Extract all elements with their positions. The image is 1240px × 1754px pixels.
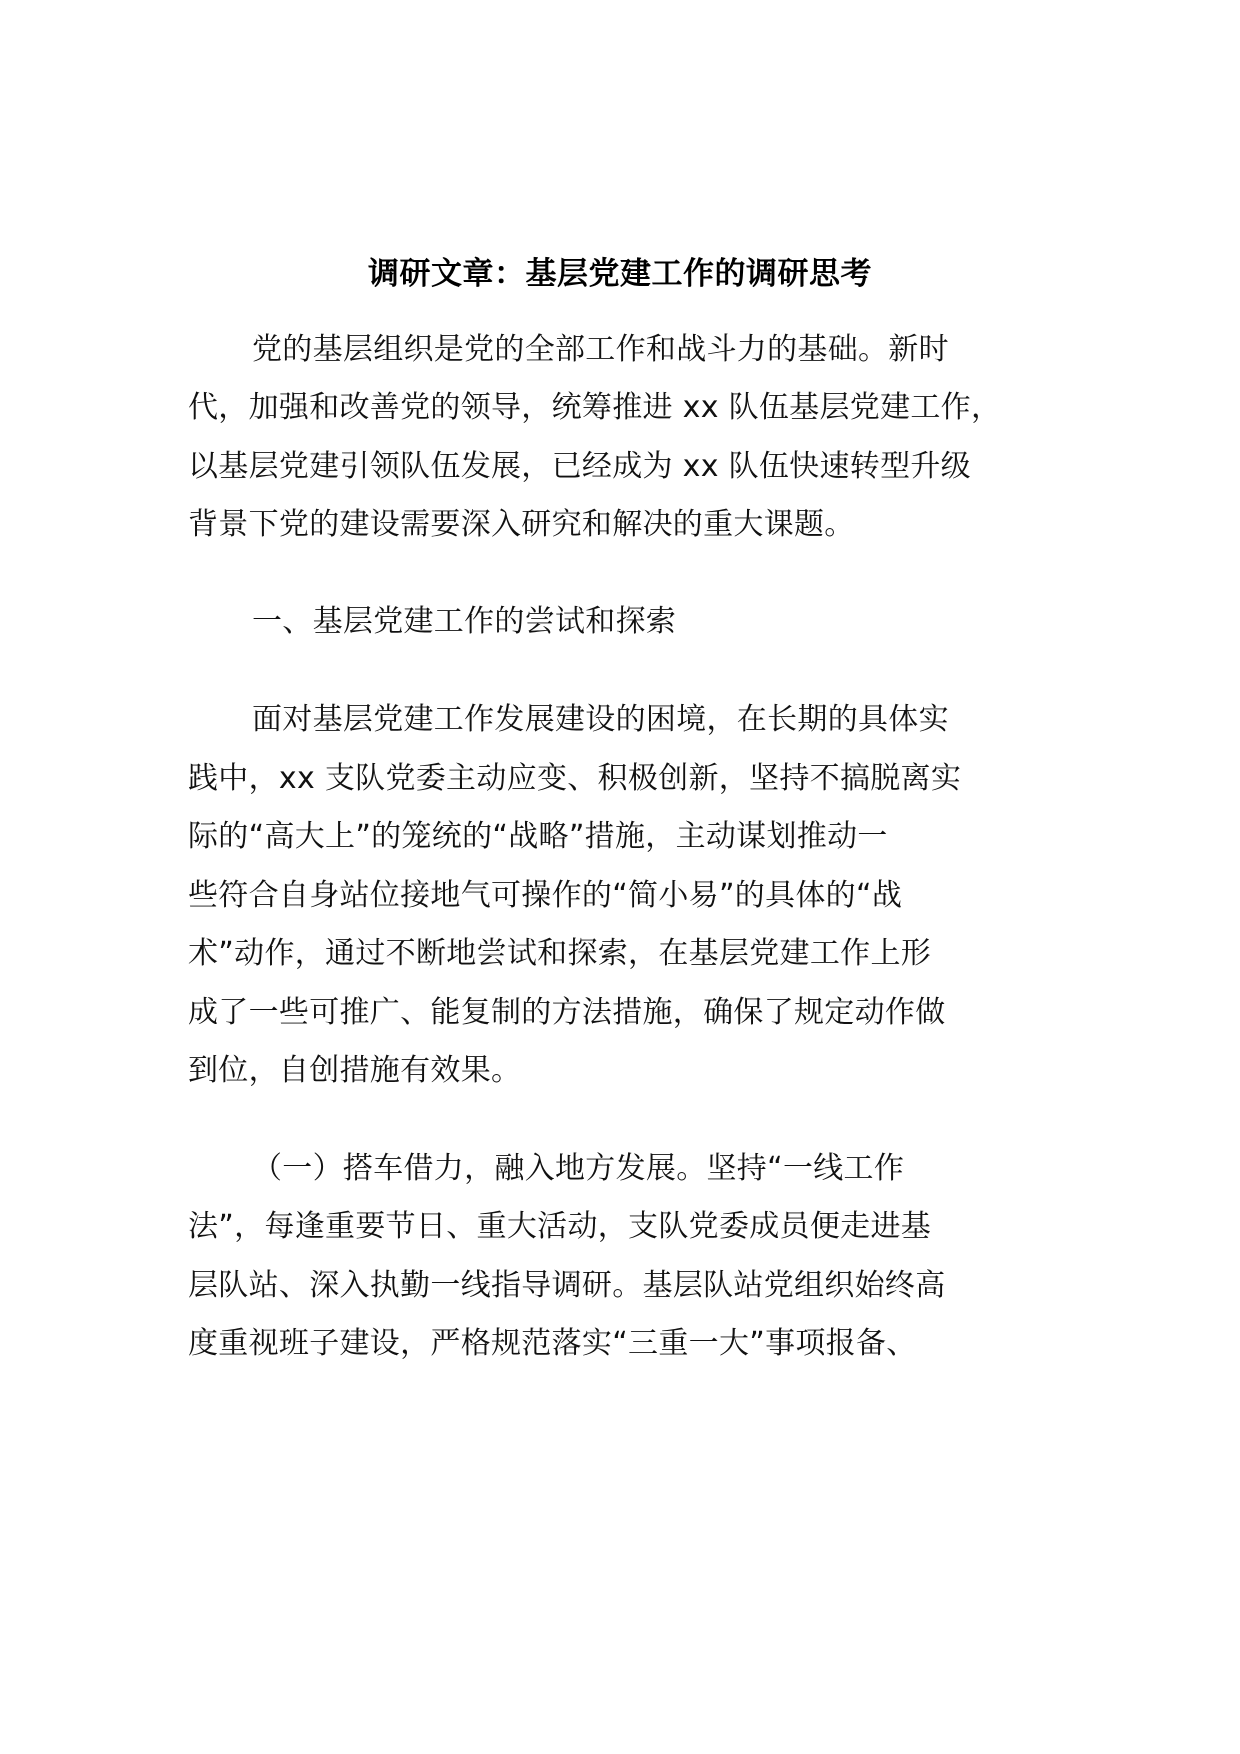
text-line: 法”，每逢重要节日、重大活动，支队党委成员便走进基 bbox=[188, 1209, 932, 1244]
text-line: 到位，自创措施有效果。 bbox=[188, 1053, 522, 1088]
text-line: 术”动作，通过不断地尝试和探索，在基层党建工作上形 bbox=[188, 936, 932, 971]
document-title: 调研文章：基层党建工作的调研思考 bbox=[368, 256, 872, 292]
text-line: 成了一些可推广、能复制的方法措施，确保了规定动作做 bbox=[188, 995, 946, 1030]
text-line: 际的“高大上”的笼统的“战略”措施，主动谋划推动一 bbox=[188, 819, 888, 854]
section-heading-text: 一、基层党建工作的尝试和探索 bbox=[252, 604, 677, 639]
text-line: （一）搭车借力，融入地方发展。坚持“一线工作 bbox=[252, 1151, 905, 1186]
text-line: 践中，xx 支队党委主动应变、积极创新，坚持不搞脱离实 bbox=[188, 761, 962, 796]
text-line: 度重视班子建设，严格规范落实“三重一大”事项报备、 bbox=[188, 1326, 917, 1361]
text-line: 以基层党建引领队伍发展，已经成为 xx 队伍快速转型升级 bbox=[188, 449, 971, 484]
text-line: 背景下党的建设需要深入研究和解决的重大课题。 bbox=[188, 507, 855, 542]
text-line: 些符合自身站位接地气可操作的“简小易”的具体的“战 bbox=[188, 878, 903, 913]
text-line: 党的基层组织是党的全部工作和战斗力的基础。新时 bbox=[252, 332, 949, 367]
text-line: 层队站、深入执勤一线指导调研。基层队站党组织始终高 bbox=[188, 1268, 946, 1303]
text-line: 代，加强和改善党的领导，统筹推进 xx 队伍基层党建工作， bbox=[188, 390, 1002, 425]
text-line: 面对基层党建工作发展建设的困境，在长期的具体实 bbox=[252, 702, 949, 737]
